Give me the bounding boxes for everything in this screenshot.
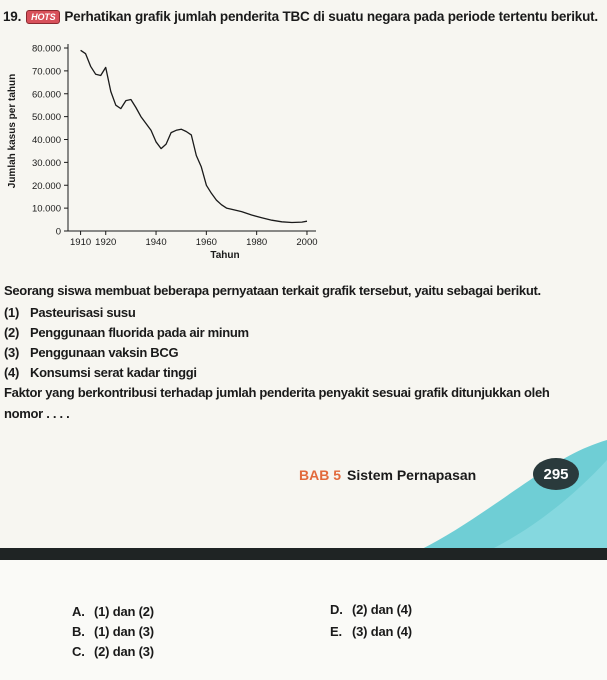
option-text: (2) dan (3): [94, 644, 154, 659]
y-tick-label: 80.000: [31, 43, 61, 55]
y-tick-label: 10.000: [31, 203, 61, 215]
chapter-footer: [299, 467, 476, 483]
y-tick-label: 60.000: [31, 89, 61, 101]
option-text: (2) dan (4): [352, 602, 412, 617]
option-letter: E.: [330, 624, 342, 639]
option-a[interactable]: [72, 604, 154, 619]
x-tick-label: 1910: [70, 237, 92, 248]
option-b[interactable]: [72, 624, 154, 639]
option-letter: B.: [72, 624, 85, 639]
statement-text: Pasteurisasi susu: [30, 305, 136, 320]
option-letter: C.: [72, 644, 85, 659]
statement-1: [4, 305, 135, 320]
question-header: [3, 9, 603, 24]
statement-text: Penggunaan fluorida pada air minum: [30, 325, 249, 340]
chapter-title: Sistem Pernapasan: [347, 467, 477, 483]
option-c[interactable]: [72, 644, 154, 659]
statement-number: (2): [4, 325, 19, 340]
series-line-tbc: [81, 50, 307, 222]
page-number-badge: 295: [533, 458, 579, 490]
hots-badge: HOTS: [26, 10, 60, 24]
option-letter: A.: [72, 604, 85, 619]
y-axis-label: Jumlah kasus per tahun: [7, 73, 18, 189]
y-tick-label: 30.000: [31, 157, 61, 169]
option-e[interactable]: [330, 624, 412, 639]
y-tick-label: 40.000: [31, 135, 61, 146]
scenario-text: Seorang siswa membuat beberapa pernyataan terkait grafik tersebut, yaitu sebagai berikut.: [4, 283, 541, 298]
decorative-wave: [380, 440, 607, 550]
statement-2: [4, 325, 249, 340]
x-tick-label: 1980: [246, 237, 268, 248]
statement-4: [4, 365, 197, 380]
y-tick-label: 0: [55, 226, 61, 238]
statement-number: (1): [4, 305, 19, 320]
chapter-label: BAB 5: [299, 467, 342, 483]
y-tick-label: 50.000: [31, 112, 61, 124]
x-tick-label: 1940: [145, 237, 167, 248]
statement-number: (3): [4, 345, 19, 360]
next-page: [0, 560, 607, 680]
question-number: 19.: [3, 9, 22, 24]
option-letter: D.: [330, 602, 343, 617]
x-axis-label: Tahun: [210, 250, 240, 261]
x-tick-label: 2000: [296, 237, 318, 248]
statement-text: Penggunaan vaksin BCG: [30, 345, 179, 360]
statement-text: Konsumsi serat kadar tinggi: [30, 365, 197, 380]
y-tick-label: 20.000: [31, 180, 61, 192]
ask-line-2: nomor . . . .: [4, 406, 70, 421]
x-tick-label: 1960: [195, 237, 217, 248]
option-d[interactable]: [330, 602, 412, 617]
y-tick-label: 70.000: [31, 66, 61, 78]
option-text: (1) dan (3): [94, 624, 154, 639]
question-prompt: Perhatikan grafik jumlah penderita TBC di suatu negara pada periode tertentu berikut.: [64, 9, 598, 24]
statement-number: (4): [4, 365, 19, 380]
tbc-line-chart: [2, 36, 342, 266]
x-tick-label: 1920: [95, 237, 117, 248]
statement-3: [4, 345, 178, 360]
option-text: (3) dan (4): [352, 624, 412, 639]
ask-line-1: Faktor yang berkontribusi terhadap jumlah penderita penyakit sesuai grafik ditunjukkan oleh: [4, 385, 550, 400]
page-divider: [0, 548, 607, 560]
option-text: (1) dan (2): [94, 604, 154, 619]
